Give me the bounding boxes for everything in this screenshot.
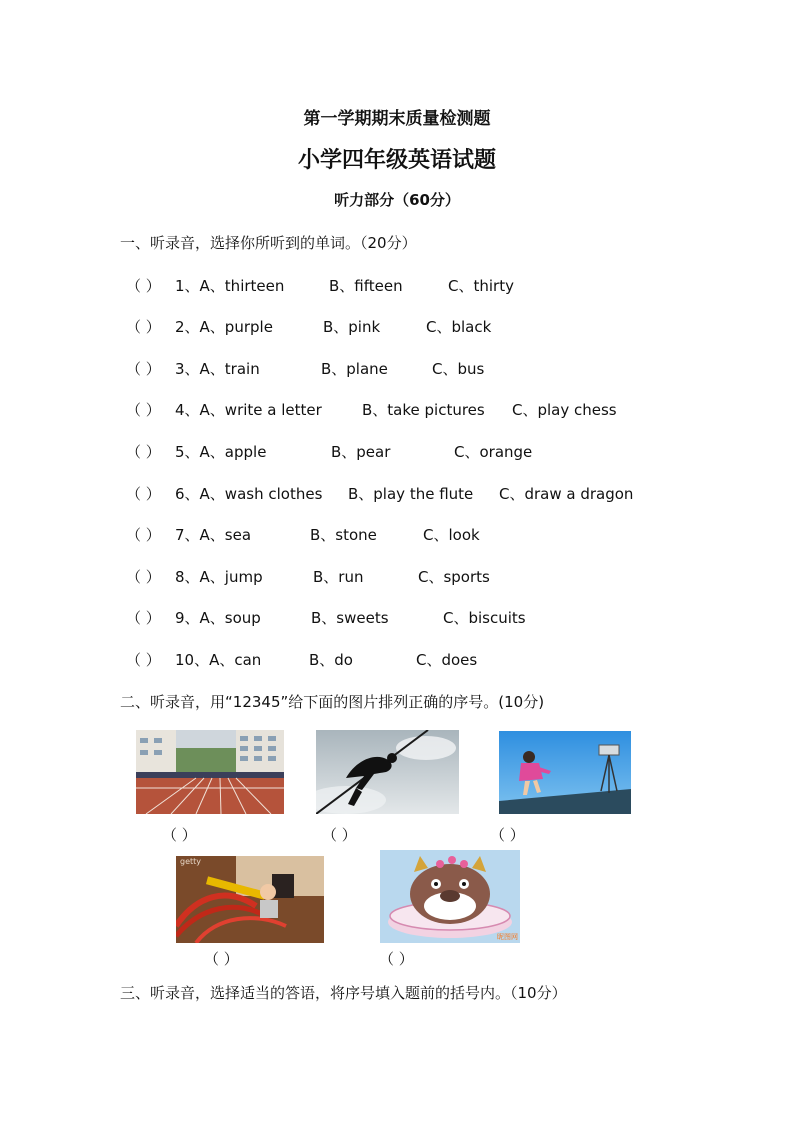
question-row xyxy=(126,649,686,671)
option-a: 9、A、soup xyxy=(175,609,261,627)
option-b: B、pink xyxy=(323,318,381,336)
answer-parens[interactable]: （ ） xyxy=(126,443,161,461)
answer-parens[interactable]: （ ） xyxy=(126,277,161,295)
listening-section-title: 听力部分（60分） xyxy=(334,191,460,209)
question-row xyxy=(126,524,686,546)
section3-heading: 三、听录音，选择适当的答语，将序号填入题前的括号内。（10分） xyxy=(120,984,567,1002)
option-a: 6、A、wash clothes xyxy=(175,485,323,503)
option-b: B、stone xyxy=(310,526,377,544)
question-row xyxy=(126,607,686,629)
answer-parens[interactable]: （ ） xyxy=(126,360,161,378)
question-row xyxy=(126,483,686,505)
option-c: C、orange xyxy=(454,443,533,461)
option-c: C、biscuits xyxy=(443,609,526,627)
option-c: C、bus xyxy=(432,360,485,378)
option-a: 1、A、thirteen xyxy=(175,277,285,295)
birthday-cake-picture xyxy=(380,850,520,943)
section2-heading: 二、听录音，用“12345”给下面的图片排列正确的序号。(10分) xyxy=(120,693,545,711)
option-c: C、look xyxy=(423,526,480,544)
option-b: B、pear xyxy=(331,443,391,461)
answer-parens[interactable]: （ ） xyxy=(126,318,161,336)
section1-heading: 一、听录音，选择你所听到的单词。（20分） xyxy=(120,234,417,252)
question-row xyxy=(126,441,686,463)
option-a: 8、A、jump xyxy=(175,568,263,586)
answer-parens[interactable]: （ ） xyxy=(126,401,161,419)
running-track-picture xyxy=(136,730,284,814)
option-a: 4、A、write a letter xyxy=(175,401,322,419)
toy-track-picture xyxy=(176,856,324,943)
option-c: C、draw a dragon xyxy=(499,485,634,503)
option-a: 10、A、can xyxy=(175,651,262,669)
picture-answer-blank[interactable]: （ ） xyxy=(322,826,357,844)
question-row xyxy=(126,566,686,588)
question-row xyxy=(126,399,686,421)
option-a: 2、A、purple xyxy=(175,318,273,336)
answer-parens[interactable]: （ ） xyxy=(126,526,161,544)
option-c: C、does xyxy=(416,651,478,669)
option-b: B、do xyxy=(309,651,353,669)
option-b: B、take pictures xyxy=(362,401,485,419)
option-c: C、thirty xyxy=(448,277,514,295)
option-c: C、black xyxy=(426,318,492,336)
child-jumping-picture xyxy=(499,731,631,814)
option-a: 7、A、sea xyxy=(175,526,252,544)
question-row xyxy=(126,358,686,380)
option-b: B、play the flute xyxy=(348,485,474,503)
option-a: 3、A、train xyxy=(175,360,260,378)
option-a: 5、A、apple xyxy=(175,443,267,461)
high-jump-picture xyxy=(316,730,459,814)
option-b: B、sweets xyxy=(311,609,389,627)
answer-parens[interactable]: （ ） xyxy=(126,568,161,586)
getty-watermark: getty xyxy=(180,857,202,866)
exam-title: 第一学期期末质量检测题 xyxy=(303,109,491,129)
option-c: C、sports xyxy=(418,568,490,586)
exam-subtitle: 小学四年级英语试题 xyxy=(297,147,496,173)
answer-parens[interactable]: （ ） xyxy=(126,609,161,627)
picture-answer-blank[interactable]: （ ） xyxy=(204,950,239,968)
nipic-watermark: 昵图网 xyxy=(497,933,518,941)
picture-answer-blank[interactable]: （ ） xyxy=(490,826,525,844)
option-b: B、plane xyxy=(321,360,388,378)
option-b: B、run xyxy=(313,568,364,586)
answer-parens[interactable]: （ ） xyxy=(126,485,161,503)
picture-answer-blank[interactable]: （ ） xyxy=(379,950,414,968)
option-c: C、play chess xyxy=(512,401,617,419)
option-b: B、fifteen xyxy=(329,277,403,295)
question-row xyxy=(126,316,686,338)
question-row xyxy=(126,275,686,297)
answer-parens[interactable]: （ ） xyxy=(126,651,161,669)
picture-answer-blank[interactable]: （ ） xyxy=(162,826,197,844)
